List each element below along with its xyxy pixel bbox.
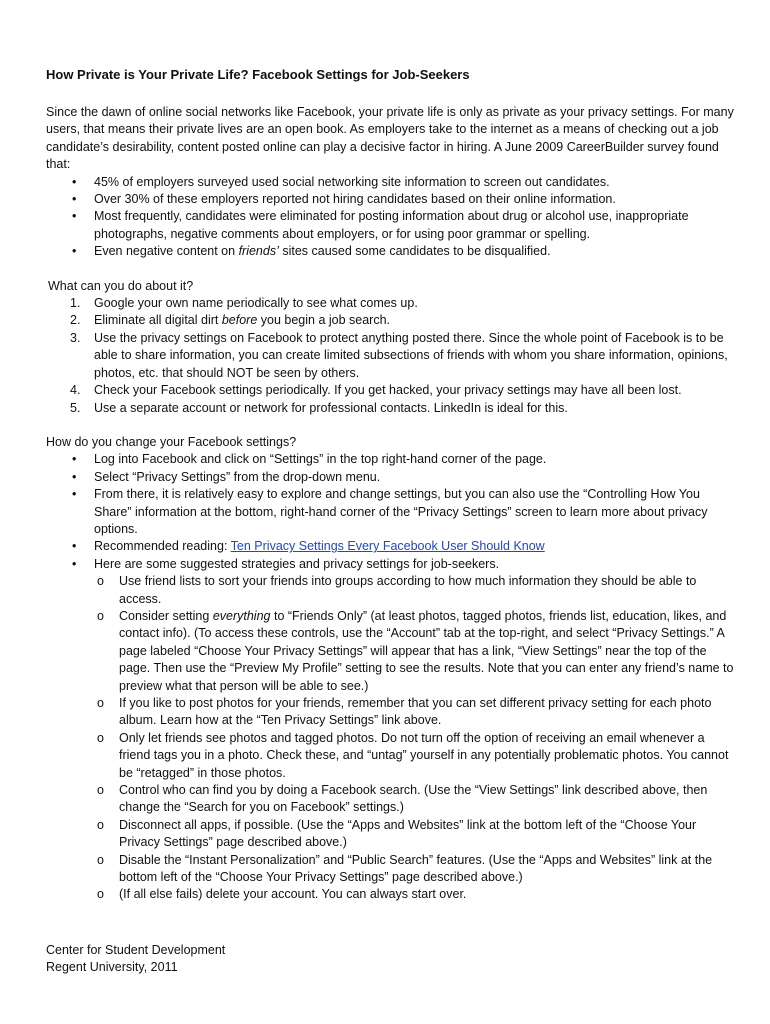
bullet-icon: • [72,469,77,484]
bullet-icon: • [72,209,77,224]
step-number: 5. [70,400,81,415]
step-number: 1. [70,296,81,311]
page-title: How Private is Your Private Life? Facebook Settings for Job-Seekers [46,67,470,82]
list-item: • Log into Facebook and click on “Settings” in the top right-hand corner of the page. [46,451,736,468]
list-item: o Consider setting everything to “Friends Only” (at least photos, tagged photos, friends list, education, likes, and contact info). (To access these controls, use the “Account” tab at the top-right, and select “Privacy Settings.” A page labeled “Choose Your Privacy Settings” will appear that has a link, “View Settings” near the top of the page. Then use the “Preview My Profile” setting to see the results. Note that you can enter any friend’s name to preview what that person will be able to see.) [97,608,734,693]
footer-line-1: Center for Student Development [46,943,226,957]
list-item: 4. Check your Facebook settings periodically. If you get hacked, your privacy settings may have all been lost. [46,382,736,399]
bullet-icon: • [72,174,77,189]
list-item: • Even negative content on friends’ sites caused some candidates to be disqualified. [46,243,736,260]
survey-bullet-list [46,174,736,261]
list-item: 1. Google your own name periodically to see what comes up. [46,295,736,312]
bullet-icon: • [72,192,77,207]
document-body [46,66,736,904]
bullet-icon: • [72,452,77,467]
what-heading: What can you do about it? [48,278,194,293]
circle-bullet-icon: o [97,608,104,623]
list-item: o Disable the “Instant Personalization” and “Public Search” features. (Use the “Apps and Websites” link at the bottom left of the “Choose Your Privacy Settings” page described above.) [97,852,713,885]
list-item: o Use friend lists to sort your friends into groups according to how much information they should be able to access. [97,574,697,606]
circle-bullet-icon: o [97,730,104,745]
how-heading: How do you change your Facebook settings? [46,434,297,449]
bullet-icon: • [72,556,77,571]
list-item: • Here are some suggested strategies and privacy settings for job-seekers. o Use friend lists to sort your friends into groups according to how much information they should be able to access. o Consider setting everything to “Friends Only” (at least photos, tagged photos, friends list, education, likes, and contact info). (To access these controls, use the “Account” tab at the top-right, and select “Privacy Settings.” A page labeled “Choose Your Privacy Settings” will appear that has a link, “View Settings” near the top of the page. Then use the “Preview My Profile” setting to see the results. Note that you can enter any friend’s name to preview what that person will be able to see.) o If you like to post photos for your friends, remember that you can set different privacy setting for each photo album. Learn how at the “Ten Privacy Settings” link above. o Only let friends see photos and tagged photos. Do not turn off the option of receiving an email whenever a friend tags you in a photo. Check these, and “untag” yourself in any potentially problematic photos. You cannot be “retagged” in those photos. o Control who can find you by doing a Facebook search. (Use the “View Settings” link described above, then change the “Search for you on Facebook” settings.) o Disconnect all apps, if possible. (Use the “Apps and Websites” link at the bottom left of the “Choose Your Privacy Settings” page described above.) o Disable the “Instant Personalization” and “Public Search” features. (Use the “Apps and Websites” link at the bottom left of the “Choose Your Privacy Settings” page described above.) o (If all else fails) delete your account. You can always start over. [46,556,736,904]
intro-paragraph: Since the dawn of online social networks like Facebook, your private life is only as private as your privacy settings. For many users, that means their private lives are an open book. As employers take to the internet as a means of checking out a job candidate’s desirability, content posted online can play a decisive factor in hiring. A June 2009 CareerBuilder survey found that: [46,105,734,172]
bullet-icon: • [72,244,77,259]
circle-bullet-icon: o [97,696,104,710]
ten-privacy-settings-link[interactable]: Ten Privacy Settings Every Facebook User Should Know [230,539,545,554]
step-number: 3. [70,330,81,345]
list-item: 2. Eliminate all digital dirt before you begin a job search. [46,312,736,329]
list-item: o Only let friends see photos and tagged photos. Do not turn off the option of receiving an email whenever a friend tags you in a photo. Check these, and “untag” yourself in any potentially problematic photos. You cannot be “retagged” in those photos. [97,730,729,780]
list-item: • Select “Privacy Settings” from the drop-down menu. [46,469,736,486]
circle-bullet-icon: o [97,852,104,867]
list-item: o Control who can find you by doing a Facebook search. (Use the “View Settings” link described above, then change the “Search for you on Facebook” settings.) [97,783,708,815]
list-item: 5. Use a separate account or network for professional contacts. LinkedIn is ideal for this. [46,400,736,417]
strategies-sublist [46,573,736,904]
circle-bullet-icon: o [97,817,104,832]
footer [46,942,225,977]
circle-bullet-icon: o [97,783,104,798]
bullet-icon: • [72,487,77,502]
action-steps-list [46,295,736,417]
footer-line-2: Regent University, 2011 [46,960,178,975]
list-item: • From there, it is relatively easy to explore and change settings, but you can also use the “Controlling How You Share” information at the bottom, right-hand corner of the “Privacy Settings” screen to learn more about privacy options. [72,487,708,536]
bullet-icon: • [72,539,77,554]
step-number: 4. [70,383,81,398]
list-item: • Over 30% of these employers reported not hiring candidates based on their online information. [46,191,736,208]
list-item: 3. Use the privacy settings on Facebook to protect anything posted there. Since the whole point of Facebook is to be able to share information, you can create limited subsections of friends with whom you share information, opinions, photos, etc. that should NOT be seen by others. [70,330,728,380]
list-item: • 45% of employers surveyed used social networking site information to screen out candidates. [46,174,736,191]
list-item: o If you like to post photos for your friends, remember that you can set different privacy setting for each photo album. Learn how at the “Ten Privacy Settings” link above. [97,696,712,728]
list-item: o Disconnect all apps, if possible. (Use the “Apps and Websites” link at the bottom left of the “Choose Your Privacy Settings” page described above.) [97,817,697,850]
step-number: 2. [70,313,81,328]
list-item: • Recommended reading: Ten Privacy Settings Every Facebook User Should Know [46,538,736,555]
list-item: • Most frequently, candidates were eliminated for posting information about drug or alcohol use, inappropriate photographs, negative comments about employers, or for using poor grammar or spelling. [72,209,689,241]
circle-bullet-icon: o [97,887,104,902]
list-item: o (If all else fails) delete your account. You can always start over. [46,886,736,903]
how-bullet-list [46,451,736,904]
circle-bullet-icon: o [97,574,104,589]
